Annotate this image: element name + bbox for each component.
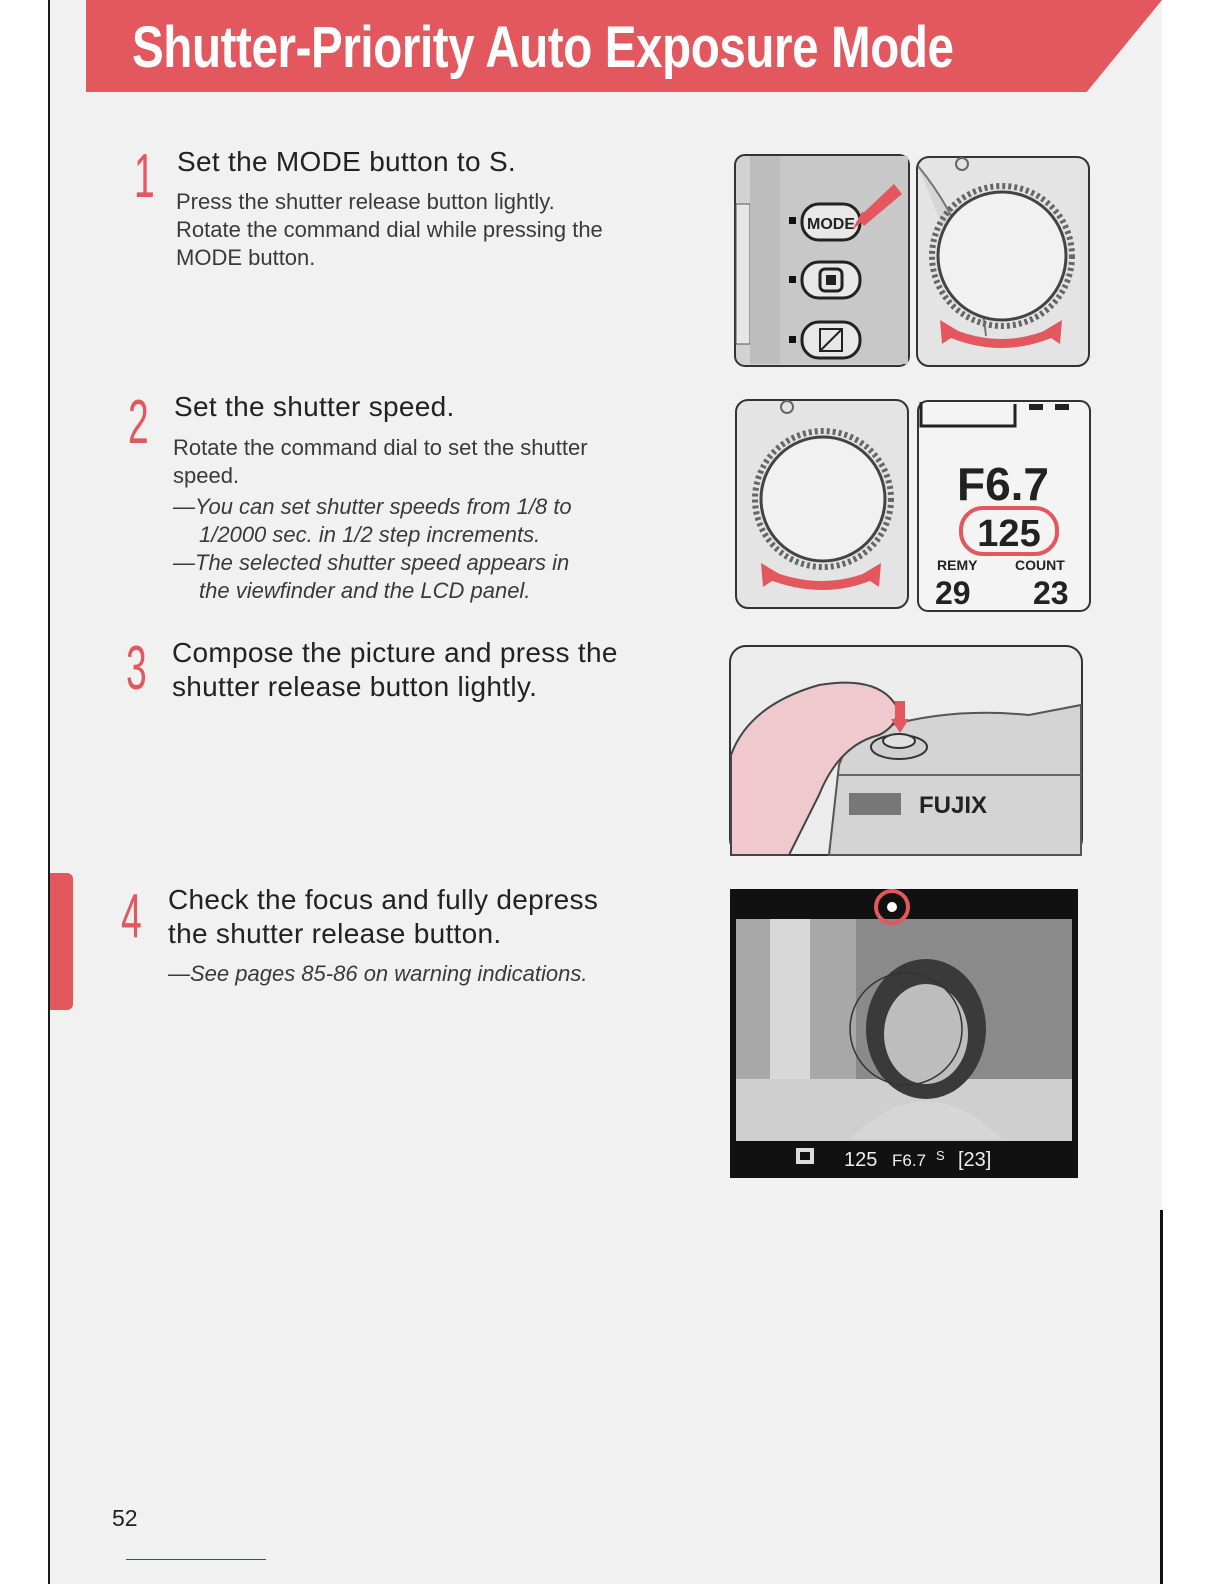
step-4-title-line-2: the shutter release button. bbox=[168, 918, 502, 949]
step-3-title bbox=[172, 636, 618, 704]
viewfinder-illustration bbox=[730, 889, 1078, 1178]
viewfinder-shutter: 125 bbox=[844, 1149, 878, 1171]
step-4-title bbox=[168, 883, 598, 951]
right-border bbox=[1160, 1210, 1163, 1584]
step-2-line-2: speed. bbox=[173, 463, 240, 488]
step-1-line-1: Press the shutter release button lightly. bbox=[176, 189, 555, 214]
step-2-note-1-line-2: 1/2000 sec. in 1/2 step increments. bbox=[199, 522, 541, 547]
viewfinder-count: [23] bbox=[958, 1149, 992, 1171]
footer-underline bbox=[126, 1559, 266, 1560]
lcd-panel-illustration bbox=[917, 400, 1091, 612]
step-1-number: 1 bbox=[134, 142, 155, 211]
step-4-notes bbox=[168, 960, 588, 988]
step-4-number: 4 bbox=[121, 882, 142, 951]
viewfinder-aperture: F6.7 bbox=[892, 1151, 927, 1170]
step-2-note-1-line-1: —You can set shutter speeds from 1/8 to bbox=[173, 494, 572, 519]
command-dial-illustration-2 bbox=[735, 399, 909, 609]
camera-brand: FUJIX bbox=[919, 792, 988, 819]
section-tab bbox=[50, 873, 73, 1010]
viewfinder-mode: S bbox=[936, 1148, 945, 1163]
page-title: Shutter-Priority Auto Exposure Mode bbox=[132, 15, 954, 80]
step-2-note-2-line-1: —The selected shutter speed appears in bbox=[173, 550, 570, 575]
step-1-line-2: Rotate the command dial while pressing the bbox=[176, 217, 603, 242]
step-2-title: Set the shutter speed. bbox=[174, 391, 455, 422]
lcd-shutter-speed: 125 bbox=[977, 513, 1041, 555]
step-3-title-line-1: Compose the picture and press the bbox=[172, 637, 618, 668]
lcd-remy-value: 29 bbox=[935, 575, 971, 611]
step-4-title-line-1: Check the focus and fully depress bbox=[168, 884, 599, 915]
step-2-notes bbox=[173, 493, 572, 605]
mode-button-illustration bbox=[734, 154, 910, 367]
left-border bbox=[48, 0, 50, 1584]
step-2-body bbox=[173, 434, 588, 490]
step-2-line-1: Rotate the command dial to set the shutter bbox=[173, 435, 588, 460]
lcd-count-value: 23 bbox=[1033, 575, 1069, 611]
step-3-number: 3 bbox=[126, 634, 147, 703]
lcd-aperture: F6.7 bbox=[956, 458, 1050, 510]
step-4-note-1: —See pages 85-86 on warning indications. bbox=[168, 961, 588, 986]
lcd-count-label: COUNT bbox=[1015, 557, 1065, 573]
command-dial-illustration bbox=[916, 156, 1090, 367]
step-2-number: 2 bbox=[128, 388, 149, 457]
page-number: 52 bbox=[112, 1505, 138, 1531]
step-1-body bbox=[176, 188, 603, 272]
lcd-remy-label: REMY bbox=[937, 557, 978, 573]
step-3-title-line-2: shutter release button lightly. bbox=[172, 671, 538, 702]
mode-button-label: MODE bbox=[807, 216, 855, 233]
shutter-release-illustration bbox=[729, 645, 1083, 856]
step-2-note-2-line-2: the viewfinder and the LCD panel. bbox=[199, 578, 531, 603]
step-1-title: Set the MODE button to S. bbox=[177, 146, 517, 177]
step-1-line-3: MODE button. bbox=[176, 245, 316, 270]
